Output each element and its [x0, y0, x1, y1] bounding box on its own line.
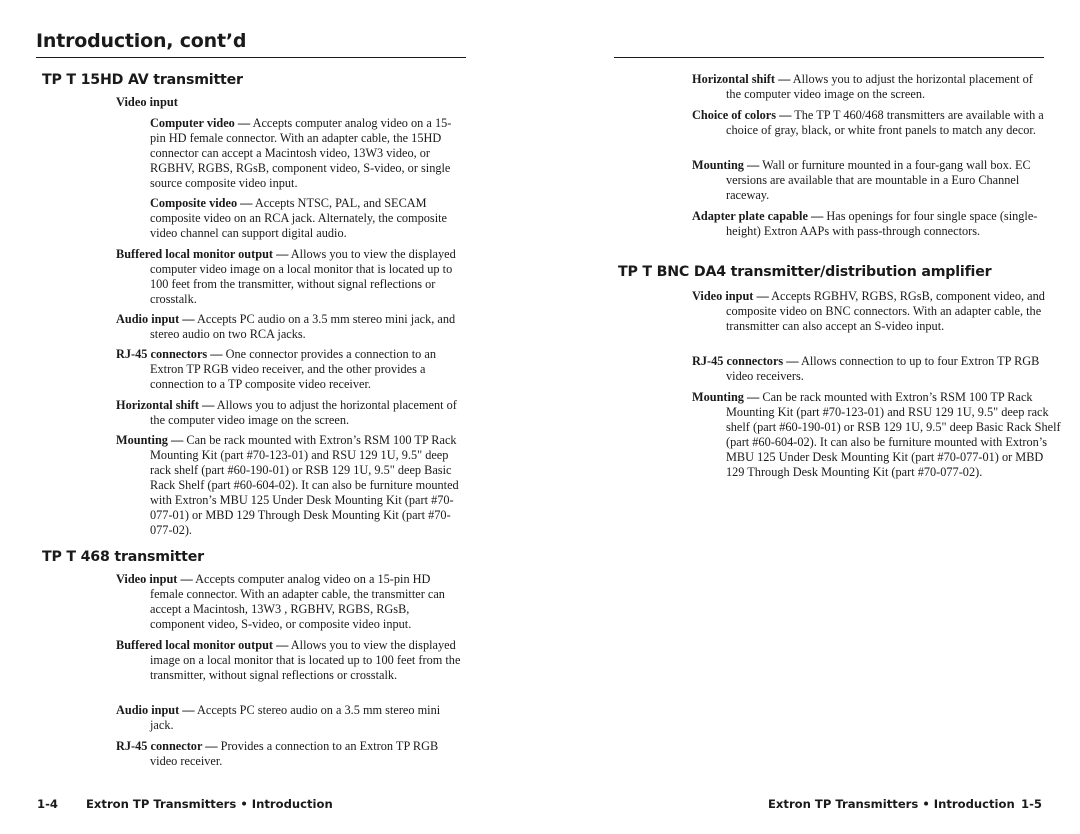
item-term: Buffered local monitor output —	[116, 638, 289, 652]
item-video-input	[116, 572, 464, 632]
item-text: The TP T 460/468 transmitters are available with a choice of gray, black, or white front panels to match any decor.	[726, 108, 1044, 137]
item-text: Wall or furniture mounted in a four-gang wall box. EC versions are available that are mountable in a Euro Channel raceway.	[726, 158, 1031, 202]
item-term: Mounting —	[692, 390, 760, 404]
item-rj45-connectors	[116, 347, 464, 392]
item-video-input	[692, 289, 1056, 334]
item-text: Accepts PC audio on a 3.5 mm stereo mini jack, and stereo audio on two RCA jacks.	[150, 312, 456, 341]
footer-title-right: Extron TP Transmitters • Introduction	[768, 797, 1015, 811]
item-term: RJ-45 connectors —	[116, 347, 223, 361]
item-text: Allows you to adjust the horizontal placement of the computer video image on the screen.	[726, 72, 1033, 101]
item-term: Horizontal shift —	[692, 72, 791, 86]
item-text: Allows you to adjust the horizontal placement of the computer video image on the screen.	[150, 398, 457, 427]
item-term: Choice of colors —	[692, 108, 792, 122]
item-term: Mounting —	[692, 158, 760, 172]
item-audio-input	[116, 312, 466, 342]
item-audio-input	[116, 703, 466, 733]
item-text: Accepts RGBHV, RGBS, RGsB, component video, and composite video on BNC connectors. With an adapter cable, the transmitter can also accept an S-video input.	[726, 289, 1045, 333]
item-rj45-connector	[116, 739, 466, 769]
item-term: Horizontal shift —	[116, 398, 215, 412]
footer-title-left: Extron TP Transmitters • Introduction	[86, 797, 333, 811]
item-text: Can be rack mounted with Extron’s RSM 100 TP Rack Mounting Kit (part #70-123-01) and RSU 129 1U, 9.5" deep rack shelf (part #60-190-01) or RSB 129 1U, 9.5" deep Basic Rack Shelf (part #60-604-02). It can also be furniture mounted with Extron’s MBU 125 Under Desk Mounting Kit (part #70-077-01) or MBD 129 Through Desk Mounting Kit (part #70-077-02).	[150, 433, 459, 537]
item-term: RJ-45 connectors —	[692, 354, 799, 368]
item-text: One connector provides a connection to an Extron TP RGB video receiver, and the other provides a connection to a TP composite video receiver.	[150, 347, 436, 391]
item-choice-of-colors	[692, 108, 1056, 138]
item-text: Accepts computer analog video on a 15-pin HD female connector. With an adapter cable, the transmitter can accept a Macintosh, 13W3 , RGBHV, RGBS, RGsB, component video, S-video, or composite video input.	[150, 572, 445, 631]
item-term: Adapter plate capable —	[692, 209, 824, 223]
item-term: Audio input —	[116, 703, 195, 717]
item-term: Buffered local monitor output —	[116, 247, 289, 261]
item-term: Video input —	[116, 572, 193, 586]
item-computer-video	[150, 116, 462, 191]
section-heading-tp-t-bnc-da4: TP T BNC DA4 transmitter/distribution amplifier	[618, 264, 992, 280]
item-term: Mounting —	[116, 433, 184, 447]
item-horizontal-shift	[116, 398, 464, 428]
item-text: Allows you to view the displayed image on a local monitor that is located up to 100 feet from the transmitter, without signal reflections or crosstalk.	[150, 638, 461, 682]
item-term: RJ-45 connector —	[116, 739, 218, 753]
item-horizontal-shift	[692, 72, 1042, 102]
item-term: Video input —	[692, 289, 769, 303]
item-text: Accepts NTSC, PAL, and SECAM composite video on an RCA jack. Alternately, the composite video channel can support digital audio.	[150, 196, 447, 240]
item-text: Has openings for four single space (single-height) Extron AAPs with pass-through connectors.	[726, 209, 1038, 238]
item-text: Accepts PC stereo audio on a 3.5 mm stereo mini jack.	[150, 703, 441, 732]
header-rule-left	[36, 57, 466, 58]
item-text: Accepts computer analog video on a 15-pin HD female connector. With an adapter cable, the 15HD connector can accept a Macintosh video, 13W3 video, or RGBHV, RGBS, RGsB, component video, S-video, or single source composite video input.	[150, 116, 452, 190]
section-heading-tp-t-15hd: TP T 15HD AV transmitter	[42, 72, 243, 88]
header-rule-right	[614, 57, 1044, 58]
subheading-video-input: Video input	[116, 95, 178, 109]
page-title: Introduction, cont’d	[36, 30, 247, 52]
item-adapter-plate-capable	[692, 209, 1058, 239]
footer-page-number-right: 1-5	[1021, 797, 1042, 811]
item-mounting	[692, 390, 1062, 480]
section-heading-tp-t-468: TP T 468 transmitter	[42, 549, 204, 565]
item-mounting	[116, 433, 466, 538]
item-text: Provides a connection to an Extron TP RGB video receiver.	[150, 739, 439, 768]
item-text: Allows connection to up to four Extron TP RGB video receivers.	[726, 354, 1040, 383]
item-text: Allows you to view the displayed computer video image on a local monitor that is located up to 100 feet from the transmitter, without signal reflections or crosstalk.	[150, 247, 456, 306]
item-term: Composite video —	[150, 196, 253, 210]
item-composite-video	[150, 196, 462, 241]
item-buffered-local-monitor-output	[116, 638, 466, 683]
item-term: Audio input —	[116, 312, 195, 326]
footer-page-number-left: 1-4	[37, 797, 58, 811]
item-mounting	[692, 158, 1056, 203]
item-text: Can be rack mounted with Extron’s RSM 100 TP Rack Mounting Kit (part #70-123-01) and RSU 129 1U, 9.5" deep rack shelf (part #60-190-01) or RSB 129 1U, 9.5" deep Basic Rack Shelf (part #60-604-02). It can also be furniture mounted with Extron’s MBU 125 Under Desk Mounting Kit (part #70-077-01) or MBD 129 Through Desk Mounting Kit (part #70-077-02).	[726, 390, 1061, 479]
item-term: Computer video —	[150, 116, 251, 130]
item-rj45-connectors	[692, 354, 1042, 384]
item-buffered-local-monitor-output	[116, 247, 464, 307]
